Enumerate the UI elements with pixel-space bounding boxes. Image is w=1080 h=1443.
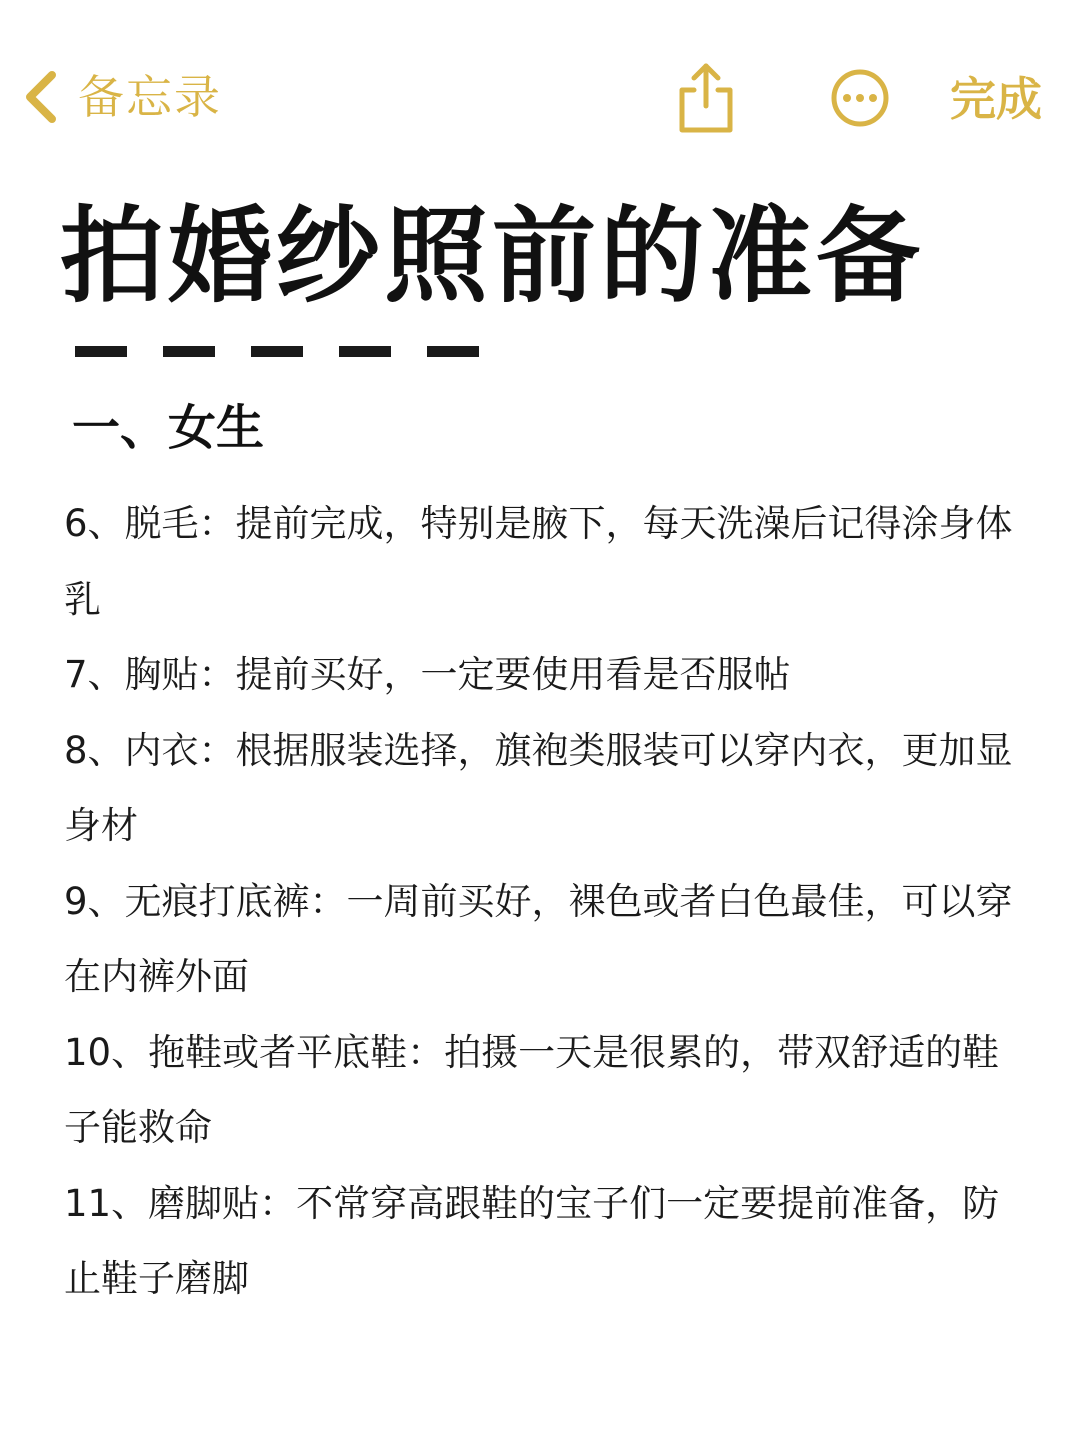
list-item[interactable]: 7、胸贴：提前买好，一定要使用看是否服帖	[64, 653, 791, 696]
divider-dash	[427, 346, 479, 357]
divider-dash	[75, 346, 127, 357]
list-item[interactable]: 9、无痕打底裤：一周前买好，裸色或者白色最佳，可以穿在内裤外面	[64, 879, 1013, 998]
list-item[interactable]: 10、拖鞋或者平底鞋：拍摄一天是很累的，带双舒适的鞋子能救命	[64, 1030, 1000, 1149]
share-button[interactable]	[676, 60, 736, 138]
divider-dash	[251, 346, 303, 357]
done-button[interactable]: 完成	[950, 72, 1042, 126]
section-title[interactable]: 一、女生	[72, 400, 265, 456]
note-body[interactable]	[64, 486, 1024, 1317]
navigation-bar	[0, 0, 1080, 190]
share-icon	[676, 119, 736, 138]
divider-dash	[339, 346, 391, 357]
back-button-label: 备忘录	[78, 70, 222, 124]
note-title[interactable]: 拍婚纱照前的准备	[60, 195, 925, 317]
chevron-left-icon	[22, 69, 58, 125]
back-button[interactable]	[22, 62, 222, 132]
list-item[interactable]: 6、脱毛：提前完成，特别是腋下，每天洗澡后记得涂身体乳	[64, 502, 1013, 621]
list-item[interactable]: 8、内衣：根据服装选择，旗袍类服装可以穿内衣，更加显身材	[64, 728, 1013, 847]
title-divider	[75, 346, 515, 357]
list-item[interactable]: 11、磨脚贴：不常穿高跟鞋的宝子们一定要提前准备，防止鞋子磨脚	[64, 1181, 1000, 1300]
divider-dash	[163, 346, 215, 357]
more-button[interactable]	[830, 68, 890, 132]
more-icon	[830, 113, 890, 132]
